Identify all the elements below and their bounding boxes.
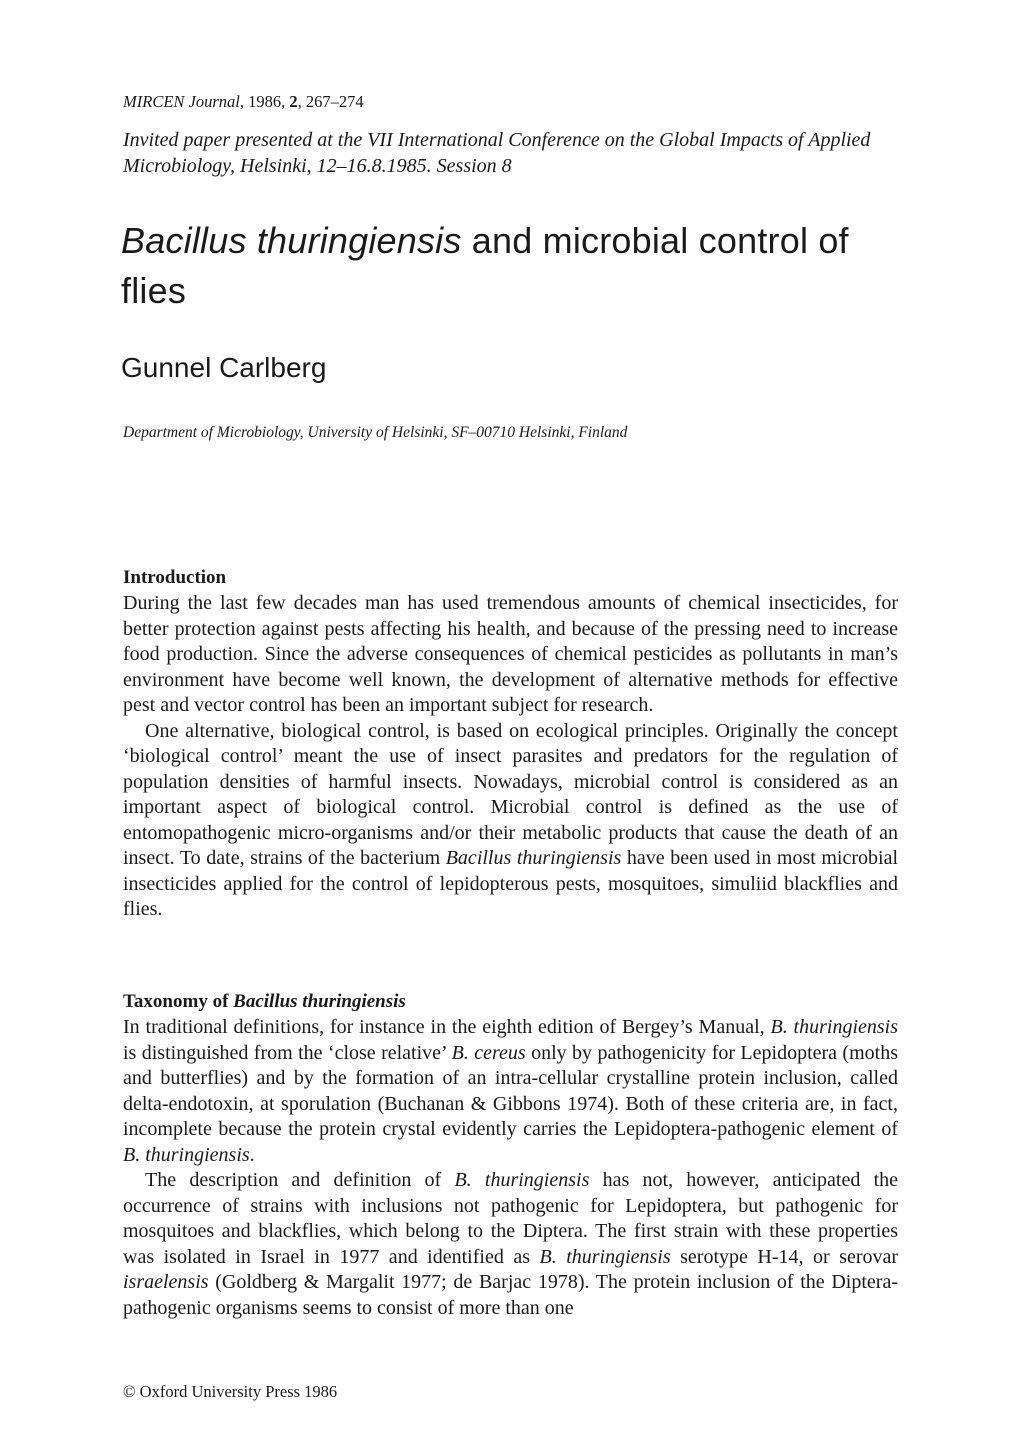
taxonomy-paragraph-1: In traditional definitions, for instance in the eighth edition of Bergey’s Manual, B. thuringiensis is distinguished from the ‘close relative’ B. cereus only by pathogenicity for Lepidoptera (moths and butterflies) and by the formation of an intra-cellular crystalline protein inclusion, called delta-endotoxin, at sporulation (Buchanan & Gibbons 1974). Both of these criteria are, in fact, incomplete because the protein crystal evidently carries the Lepidoptera-pathogenic element of B. thuringiensis.: [123, 1016, 899, 1166]
taxonomy-section: [123, 989, 898, 1321]
journal-year: , 1986,: [239, 92, 290, 111]
journal-citation: [123, 92, 364, 112]
author-name: Gunnel Carlberg: [121, 352, 327, 383]
invited-paper-note: Invited paper presented at the VII International Conference on the Global Impacts of Applied Microbiology, Helsinki, 12–16.8.1985. Session 8: [123, 129, 871, 177]
author-affiliation: Department of Microbiology, University of Helsinki, SF–00710 Helsinki, Finland: [123, 424, 628, 441]
journal-name: MIRCEN Journal: [123, 92, 240, 111]
journal-volume: 2: [289, 92, 298, 111]
title-species: Bacillus thuringiensis: [121, 220, 462, 261]
paper-title: [121, 216, 921, 316]
taxonomy-heading: Taxonomy of Bacillus thuringiensis: [123, 991, 406, 1012]
introduction-paragraph-2: One alternative, biological control, is based on ecological principles. Originally the concept ‘biological control’ meant the use of insect parasites and predators for the regulation of population densities of harmful insects. Nowadays, microbial control is considered as an important aspect of biological control. Microbial control is defined as the use of entomopathogenic micro-organisms and/or their metabolic products that cause the death of an insect. To date, strains of the bacterium Bacillus thuringiensis have been used in most microbial insecticides applied for the control of lepidopterous pests, mosquitoes, simuliid blackflies and flies.: [123, 719, 899, 920]
introduction-paragraph-1: During the last few decades man has used tremendous amounts of chemical insecticides, for better protection against pests affecting his health, and because of the pressing need to increase food production. Since the adverse consequences of chemical pesticides as pollutants in man’s environment have become well known, the development of alternative methods for effective pest and vector control has been an important subject for research.: [123, 592, 898, 716]
introduction-section: [123, 565, 898, 923]
copyright-notice: © Oxford University Press 1986: [123, 1382, 338, 1401]
journal-pages: , 267–274: [297, 92, 364, 111]
introduction-heading: Introduction: [123, 567, 227, 588]
title-rest: and microbial control of flies: [121, 220, 849, 311]
taxonomy-paragraph-2: The description and definition of B. thuringiensis has not, however, anticipated the occurrence of strains with inclusions not pathogenic for Lepidoptera, but pathogenic for mosquitoes and blackflies, which belong to the Diptera. The first strain with these properties was isolated in Israel in 1977 and identified as B. thuringiensis serotype H-14, or serovar israelensis (Goldberg & Margalit 1977; de Barjac 1978). The protein inclusion of the Diptera-pathogenic organisms seems to consist of more than one: [123, 1169, 899, 1319]
